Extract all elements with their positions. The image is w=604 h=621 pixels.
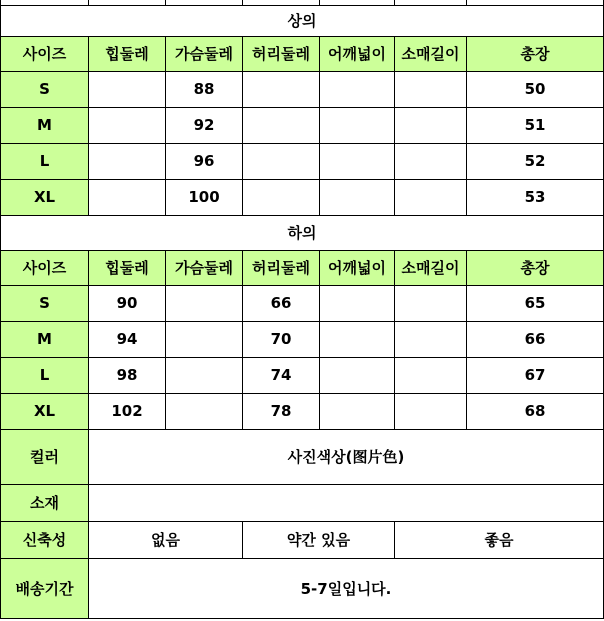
size-label: S (1, 71, 89, 107)
header-waist: 허리둘레 (243, 36, 320, 71)
color-row (1, 429, 604, 484)
table-row (1, 143, 604, 179)
size-label: XL (1, 393, 89, 429)
shoulder-cell (320, 321, 395, 357)
shipping-label: 배송기간 (1, 558, 89, 618)
shoulder-cell (320, 357, 395, 393)
waist-cell (243, 179, 320, 215)
header-shoulder: 어깨넓이 (320, 250, 395, 285)
size-label: XL (1, 179, 89, 215)
bottom-section-title: 하의 (1, 215, 604, 250)
waist-cell: 74 (243, 357, 320, 393)
length-cell: 52 (467, 143, 604, 179)
sleeve-cell (395, 285, 467, 321)
hip-cell: 102 (89, 393, 166, 429)
header-chest: 가슴둘레 (166, 36, 243, 71)
hip-cell (89, 179, 166, 215)
header-size: 사이즈 (1, 250, 89, 285)
chest-cell: 96 (166, 143, 243, 179)
size-label: M (1, 107, 89, 143)
length-cell: 53 (467, 179, 604, 215)
header-hip: 힙둘레 (89, 250, 166, 285)
waist-cell: 70 (243, 321, 320, 357)
hip-cell: 90 (89, 285, 166, 321)
shipping-value: 5-7일입니다. (89, 558, 604, 618)
sleeve-cell (395, 321, 467, 357)
chest-cell: 92 (166, 107, 243, 143)
header-row (1, 250, 604, 285)
waist-cell: 78 (243, 393, 320, 429)
header-length: 총장 (467, 250, 604, 285)
length-cell: 68 (467, 393, 604, 429)
shoulder-cell (320, 143, 395, 179)
length-cell: 51 (467, 107, 604, 143)
sleeve-cell (395, 107, 467, 143)
table-row (1, 285, 604, 321)
chest-cell (166, 393, 243, 429)
chest-cell (166, 321, 243, 357)
header-size: 사이즈 (1, 36, 89, 71)
material-label: 소재 (1, 484, 89, 521)
top-section-title: 상의 (1, 5, 604, 36)
header-shoulder: 어깨넓이 (320, 36, 395, 71)
header-sleeve: 소매길이 (395, 36, 467, 71)
header-sleeve: 소매길이 (395, 250, 467, 285)
table-row (1, 179, 604, 215)
sleeve-cell (395, 143, 467, 179)
sleeve-cell (395, 71, 467, 107)
shoulder-cell (320, 107, 395, 143)
header-hip: 힙둘레 (89, 36, 166, 71)
sleeve-cell (395, 357, 467, 393)
waist-cell (243, 107, 320, 143)
size-label: L (1, 143, 89, 179)
waist-cell: 66 (243, 285, 320, 321)
chest-cell (166, 357, 243, 393)
stretch-label: 신축성 (1, 521, 89, 558)
table-row (1, 321, 604, 357)
hip-cell (89, 71, 166, 107)
stretch-option-slight: 약간 있음 (243, 521, 395, 558)
table-row (1, 107, 604, 143)
chest-cell (166, 285, 243, 321)
stretch-row (1, 521, 604, 558)
chest-cell: 100 (166, 179, 243, 215)
length-cell: 65 (467, 285, 604, 321)
table-row (1, 71, 604, 107)
size-label: M (1, 321, 89, 357)
size-label: S (1, 285, 89, 321)
hip-cell: 98 (89, 357, 166, 393)
waist-cell (243, 71, 320, 107)
stretch-option-good: 좋음 (395, 521, 604, 558)
length-cell: 67 (467, 357, 604, 393)
header-length: 총장 (467, 36, 604, 71)
sleeve-cell (395, 179, 467, 215)
table-row (1, 357, 604, 393)
header-row (1, 36, 604, 71)
length-cell: 50 (467, 71, 604, 107)
size-label: L (1, 357, 89, 393)
section-title-row (1, 215, 604, 250)
hip-cell (89, 143, 166, 179)
stretch-option-none: 없음 (89, 521, 243, 558)
shoulder-cell (320, 285, 395, 321)
waist-cell (243, 143, 320, 179)
length-cell: 66 (467, 321, 604, 357)
shoulder-cell (320, 393, 395, 429)
section-title-row (1, 5, 604, 36)
hip-cell (89, 107, 166, 143)
color-value: 사진색상(图片色) (89, 429, 604, 484)
material-row (1, 484, 604, 521)
header-chest: 가슴둘레 (166, 250, 243, 285)
chest-cell: 88 (166, 71, 243, 107)
table-row (1, 393, 604, 429)
shoulder-cell (320, 179, 395, 215)
color-label: 컬러 (1, 429, 89, 484)
shoulder-cell (320, 71, 395, 107)
material-value (89, 484, 604, 521)
sleeve-cell (395, 393, 467, 429)
header-waist: 허리둘레 (243, 250, 320, 285)
shipping-row (1, 558, 604, 618)
hip-cell: 94 (89, 321, 166, 357)
